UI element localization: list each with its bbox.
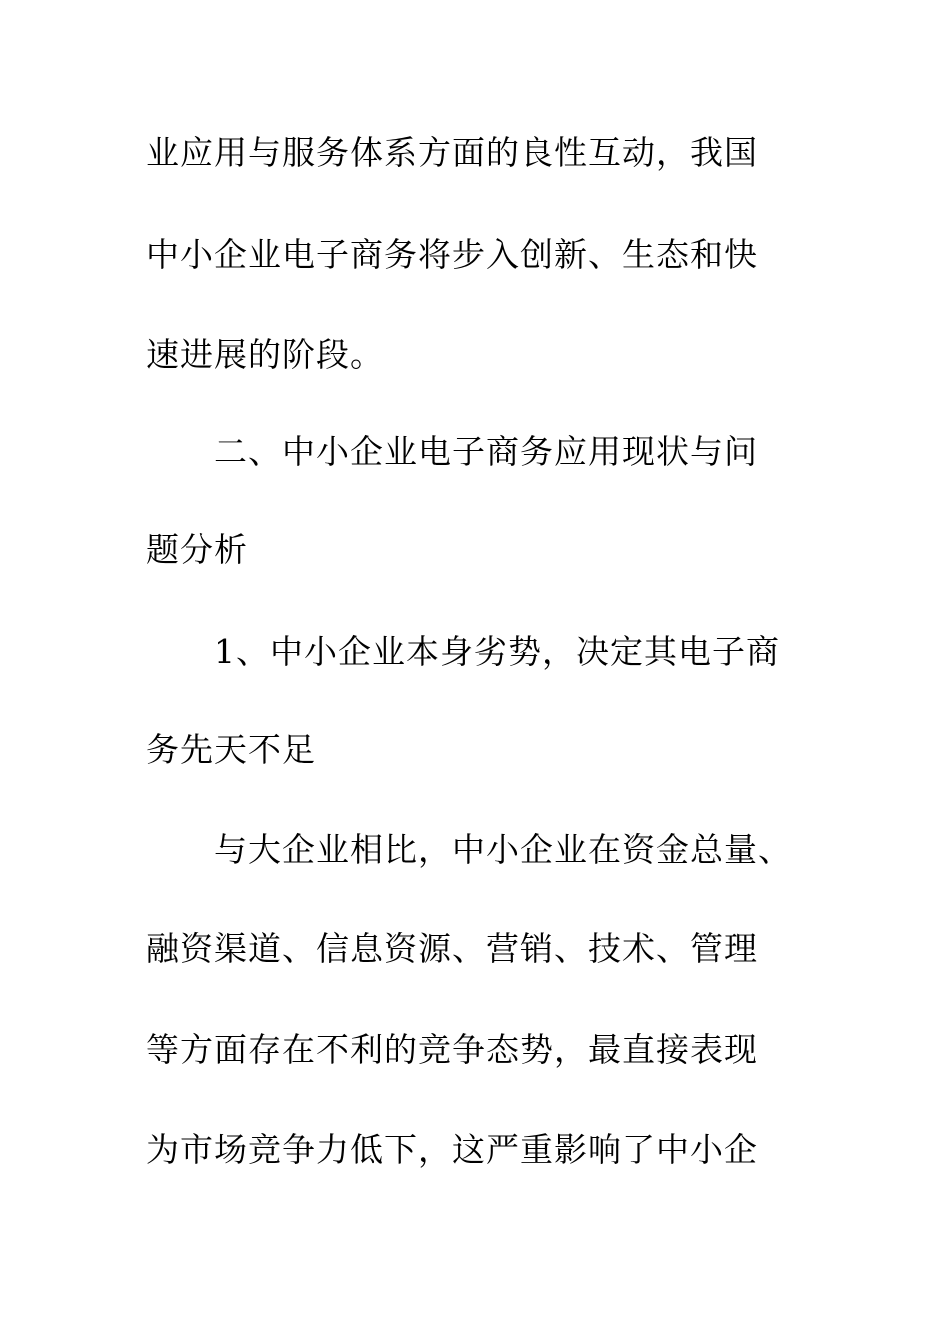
section-heading-line: 二、中小企业电子商务应用现状与问: [214, 432, 758, 471]
paragraph-line: 业应用与服务体系方面的良性互动，我国: [146, 133, 758, 172]
paragraph-line: 等方面存在不利的竞争态势，最直接表现: [146, 1030, 758, 1069]
paragraph-line: 中小企业电子商务将步入创新、生态和快: [146, 235, 758, 274]
paragraph-line: 为市场竞争力低下，这严重影响了中小企: [146, 1130, 758, 1169]
paragraph-line: 与大企业相比，中小企业在资金总量、: [214, 830, 792, 869]
paragraph-line: 速进展的阶段。: [146, 335, 384, 374]
paragraph-line: 融资渠道、信息资源、营销、技术、管理: [146, 929, 758, 968]
section-heading-line: 题分析: [146, 530, 248, 569]
subsection-heading-line: 务先天不足: [146, 730, 316, 769]
subsection-heading-line: 1、中小企业本身劣势，决定其电子商: [214, 632, 780, 671]
